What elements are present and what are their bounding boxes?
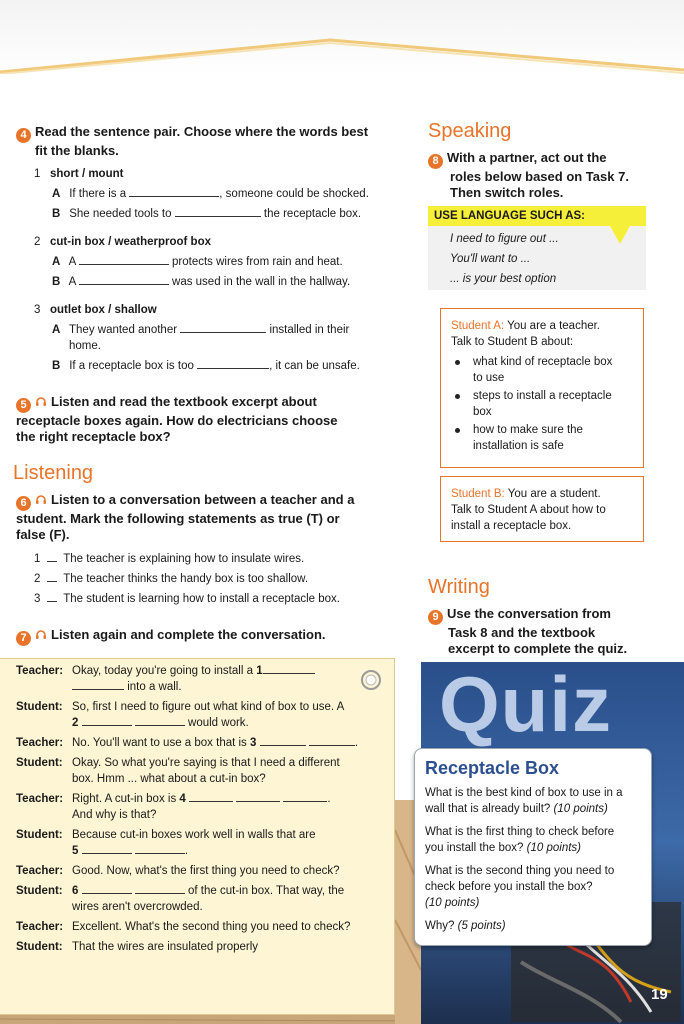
task4-item-3a: A They wanted another installed in their [52,324,350,336]
blank[interactable] [79,254,169,265]
quiz-title: Receptacle Box [425,758,560,778]
blank[interactable] [309,735,355,746]
page-number: 19 [651,986,668,1003]
blank[interactable] [175,206,261,217]
task4-item-2a: A A protects wires from rain and heat. [52,256,343,268]
task6-statement-3: 3 The student is learning how to install a receptacle box. [34,593,340,605]
quiz-question-2: What is the first thing to check before you install the box? (10 points) [425,826,615,854]
tf-blank[interactable] [47,551,57,562]
audio-icon[interactable] [35,628,47,640]
bullet-icon [455,394,460,399]
task4-item-3-words: 3 outlet box / shallow [34,304,157,316]
blank[interactable] [189,791,233,802]
task5-number: 5 [16,398,31,413]
audio-icon[interactable] [35,395,47,407]
blank[interactable] [79,274,169,285]
dialog-line: Teacher: Good. Now, what's the first thing you need to check? [16,865,340,877]
task9-number: 9 [428,610,443,625]
conversation-panel [0,658,395,1015]
task4-item-3b: B If a receptacle box is too , it can be unsafe. [52,360,360,372]
task4-item-2-words: 2 cut-in box / weatherproof box [34,236,212,248]
quiz-question-1: What is the best kind of box to use in a wall that is already built? (10 points) [425,787,623,815]
blank[interactable] [82,883,132,894]
task4-item-3a-cont: home. [69,340,101,352]
section-title-writing: Writing [428,576,490,598]
role-a-bullet: steps to install a receptacle box [451,388,633,420]
blank[interactable] [135,843,185,854]
language-box [428,206,646,290]
role-a-bullet: what kind of receptacle box to use [451,354,633,386]
dialog-line: Student: Because cut-in boxes work well in walls that are 5 . [16,829,316,857]
language-phrase: I need to figure out ... [450,233,559,245]
task4-item-1b: B She needed tools to the receptacle box. [52,208,362,220]
task4-number: 4 [16,128,31,143]
language-phrase: ... is your best option [450,273,557,285]
task7-number: 7 [16,631,31,646]
task8-number: 8 [428,154,443,169]
blank[interactable] [135,715,185,726]
dialog-line: Student: That the wires are insulated properly [16,941,259,953]
task4-instruction: 4 Read the sentence pair. Choose where the words best fit the blanks. [16,124,396,159]
task8-instruction: 8 With a partner, act out the roles below based on Task 7. Then switch roles. [428,150,668,201]
blank[interactable] [180,322,266,333]
dialog-line: Student: So, first I need to figure out what kind of box to use. A 2 would work. [16,701,345,729]
task7-instruction: 7 Listen again and complete the conversation. [16,627,326,646]
bullet-icon [455,360,460,365]
audio-icon[interactable] [35,493,47,505]
task9-instruction: 9 Use the conversation from Task 8 and the textbook excerpt to complete the quiz. [428,606,678,657]
dialog-line: Teacher: Okay, today you're going to install a 1 into a wall. [16,663,372,695]
top-decorative-band [0,0,684,74]
blank[interactable] [129,186,219,197]
role-a-bullet: how to make sure the installation is safe [451,422,633,454]
blank[interactable] [236,791,280,802]
task6-statement-2: 2 The teacher thinks the handy box is too shallow. [34,573,309,585]
dialog-line: Student: 6 of the cut-in box. That way, the wires aren't overcrowded. [16,885,345,913]
task6-number: 6 [16,496,31,511]
bullet-icon [455,428,460,433]
section-title-speaking: Speaking [428,120,512,142]
quiz-question-4: Why? (5 points) [425,920,506,932]
language-box-header: USE LANGUAGE SUCH AS: [428,206,646,226]
task4-item-1-words: 1 short / mount [34,168,124,180]
dialog-line: Teacher: Right. A cut-in box is 4 . And why is that? [16,793,331,821]
blank[interactable] [197,358,269,369]
blank[interactable] [283,791,327,802]
blank[interactable] [135,883,185,894]
blank[interactable] [260,735,306,746]
role-card-student-a: Student A: You are a teacher. Talk to Student B about: what kind of receptacle box to use steps to install a receptacle box how to make sure the installation is safe [440,308,644,468]
task5-instruction: 5 Listen and read the textbook excerpt about receptacle boxes again. How do electricians choose the right receptacle box? [16,394,338,444]
quiz-question-3: What is the second thing you need to check before you install the box? (10 points) [425,865,615,909]
blank[interactable] [82,843,132,854]
dialog-line: Student: Okay. So what you're saying is that I need a different box. Hmm ... what about a cut-in box? [16,757,340,785]
role-card-student-b: Student B: You are a student. Talk to Student A about how to install a receptacle box. [440,476,644,542]
dialog-line: Teacher: Excellent. What's the second thing you need to check? [16,921,351,933]
blank[interactable] [82,715,132,726]
task6-statement-1: 1 The teacher is explaining how to insulate wires. [34,553,305,565]
section-title-listening: Listening [13,462,94,484]
task4-item-2b: B A was used in the wall in the hallway. [52,276,351,288]
quiz-banner-text: Quiz [439,662,612,748]
task4-item-1a: A If there is a , someone could be shocked. [52,188,369,200]
speech-tail-icon [610,226,630,244]
task6-instruction: 6 Listen to a conversation between a teacher and a student. Mark the following statements as true (T) or false (F). [16,492,355,542]
dialog-line: Teacher: No. You'll want to use a box that is 3 . [16,737,359,749]
wood-background-image [0,1015,421,1024]
tf-blank[interactable] [47,571,57,582]
language-phrase: You'll want to ... [450,253,531,265]
blank[interactable] [72,679,124,690]
blank[interactable] [263,663,315,674]
quiz-card [414,748,652,946]
tf-blank[interactable] [47,591,57,602]
